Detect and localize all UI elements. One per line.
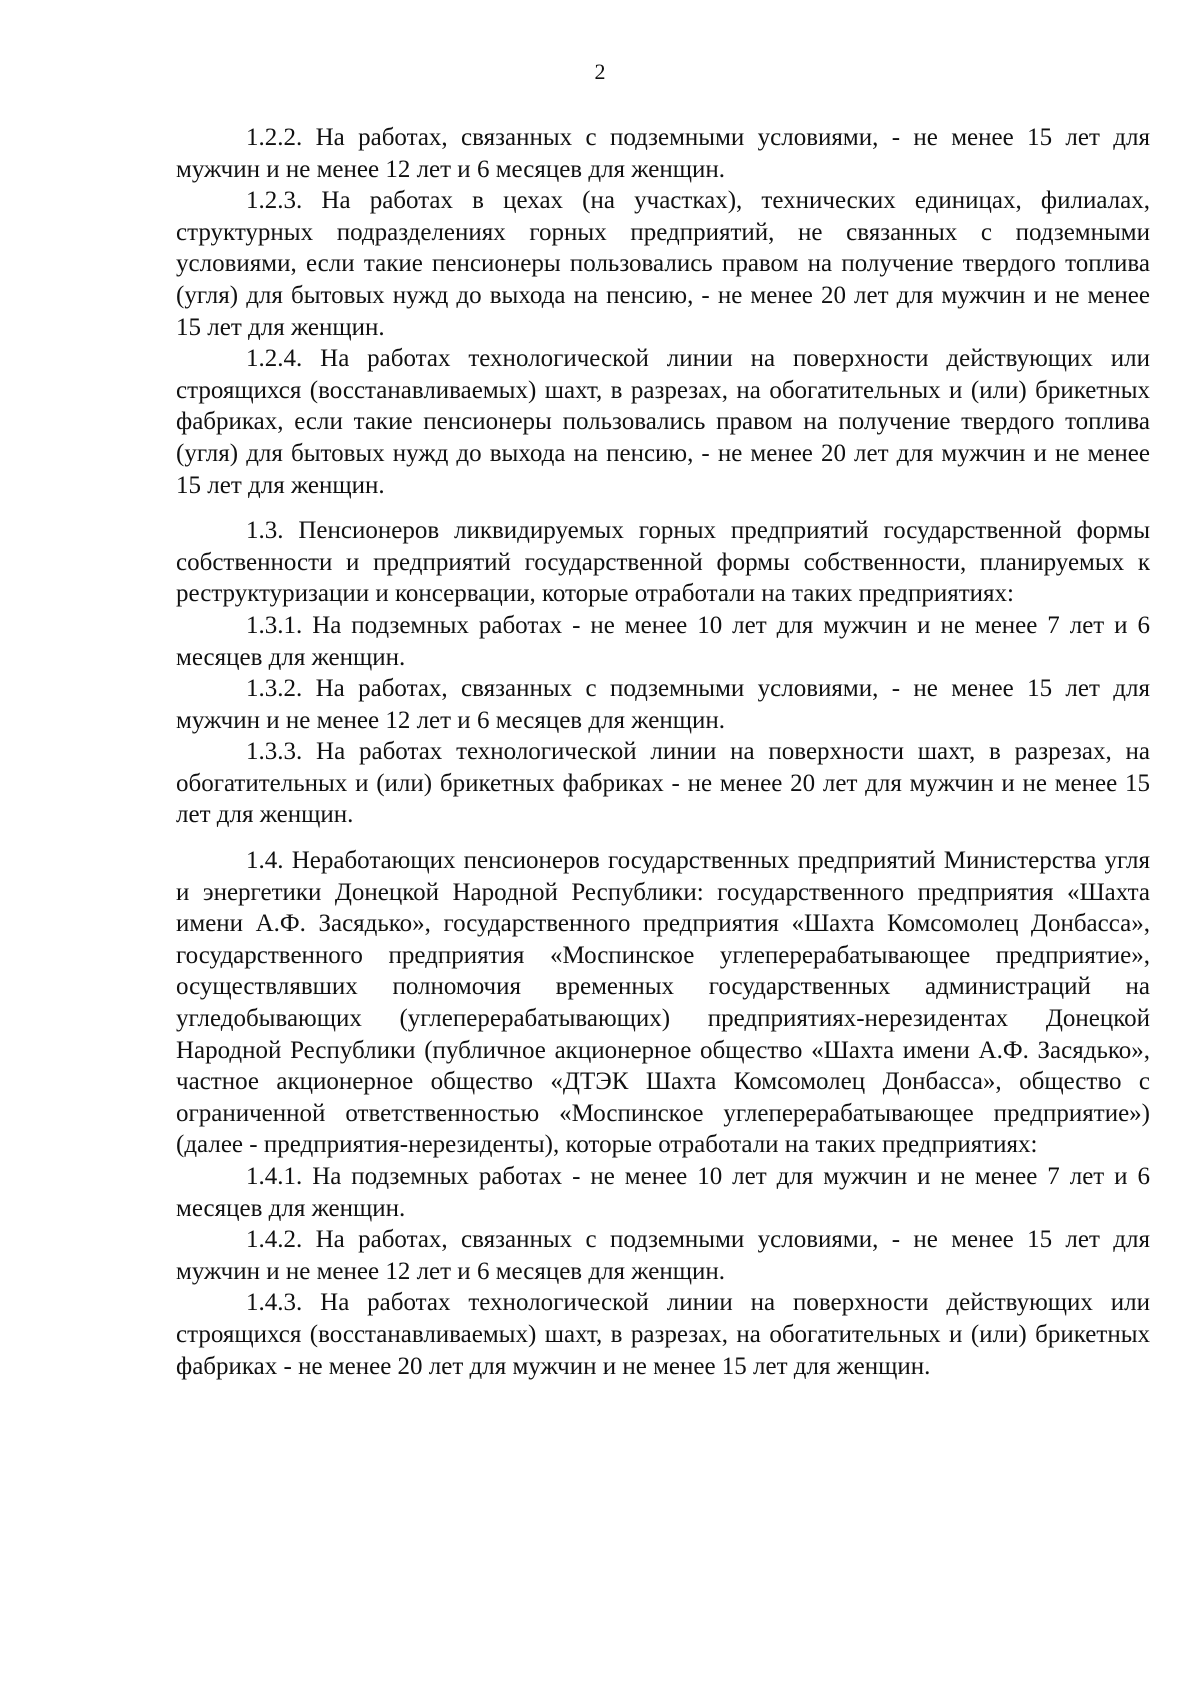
paragraph-1-2-4: 1.2.4. На работах технологической линии на поверхности действующих или строящихся (восстанавливаемых) шахт, в разрезах, на обогатительных и (или) брикетных фабриках, если такие пенсионеры пользовались правом на получение твердого топлива (угля) для бытовых нужд до выхода на пенсию, - не менее 20 лет для мужчин и не менее 15 лет для женщин. — [176, 345, 1150, 499]
page-number: 2 — [594, 59, 606, 84]
paragraph-1-2-2: 1.2.2. На работах, связанных с подземными условиями, - не менее 15 лет для мужчин и не менее 12 лет и 6 месяцев для женщин. — [176, 124, 1150, 183]
paragraph-1-4-3: 1.4.3. На работах технологической линии на поверхности действующих или строящихся (восстанавливаемых) шахт, в разрезах, на обогатительных и (или) брикетных фабриках - не менее 20 лет для мужчин и не менее 15 лет для женщин. — [176, 1289, 1150, 1380]
paragraph-1-2-3: 1.2.3. На работах в цехах (на участках), технических единицах, филиалах, структурных подразделениях горных предприятий, не связанных с подземными условиями, если такие пенсионеры пользовались правом на получение твердого топлива (угля) для бытовых нужд до выхода на пенсию, - не менее 20 лет для мужчин и не менее 15 лет для женщин. — [176, 187, 1150, 341]
paragraph-1-3-1: 1.3.1. На подземных работах - не менее 10 лет для мужчин и не менее 7 лет и 6 месяцев для женщин. — [176, 611, 1150, 671]
paragraph-1-3-2: 1.3.2. На работах, связанных с подземными условиями, - не менее 15 лет для мужчин и не менее 12 лет и 6 месяцев для женщин. — [176, 675, 1150, 734]
paragraph-1-4: 1.4. Неработающих пенсионеров государственных предприятий Министерства угля и энергетики Донецкой Народной Республики: государственного предприятия «Шахта имени А.Ф. Засядько», государственного предприятия «Шахта Комсомолец Донбасса», государственного предприятия «Моспинское углеперерабатывающее предприятие», осуществлявших полномочия временных государственных администраций на угледобывающих (углеперерабатывающих) предприятиях-нерезидентах Донецкой Народной Республики (публичное акционерное общество «Шахта имени А.Ф. Засядько», частное акционерное общество «ДТЭК Шахта Комсомолец Донбасса», общество с ограниченной ответственностью «Моспинское углеперерабатывающее предприятие») (далее - предприятия-нерезиденты), которые отработали на таких предприятиях: — [176, 847, 1150, 1159]
paragraph-1-4-2: 1.4.2. На работах, связанных с подземными условиями, - не менее 15 лет для мужчин и не менее 12 лет и 6 месяцев для женщин. — [176, 1226, 1150, 1285]
paragraph-1-3-3: 1.3.3. На работах технологической линии на поверхности шахт, в разрезах, на обогатительных и (или) брикетных фабриках - не менее 20 лет для мужчин и не менее 15 лет для женщин. — [176, 738, 1150, 829]
document-body — [176, 122, 1150, 1382]
paragraph-1-3: 1.3. Пенсионеров ликвидируемых горных предприятий государственной формы собственности и предприятий государственной формы собственности, планируемых к реструктуризации и консервации, которые отработали на таких предприятиях: — [176, 517, 1150, 608]
paragraph-1-4-1: 1.4.1. На подземных работах - не менее 10 лет для мужчин и не менее 7 лет и 6 месяцев для женщин. — [176, 1163, 1150, 1222]
